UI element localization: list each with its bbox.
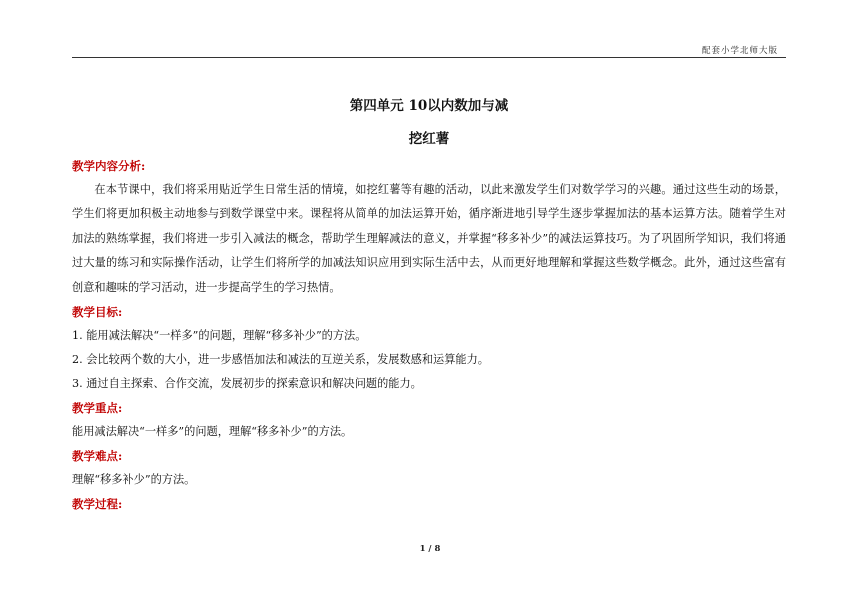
objective-item: 3. 通过自主探索、合作交流，发展初步的探索意识和解决问题的能力。 [72,377,422,391]
objective-item: 1. 能用减法解决“一样多”的问题，理解“移多补少”的方法。 [72,329,367,343]
document-body [72,94,786,516]
objectives-heading: 教学目标: [72,305,123,320]
key-points-heading: 教学重点: [72,401,123,416]
header-divider [72,57,786,58]
key-points-text: 能用减法解决“一样多”的问题，理解“移多补少”的方法。 [72,425,353,439]
content-analysis-heading: 教学内容分析: [72,159,146,173]
page-title: 第四单元 10以内数加与减 [349,98,509,114]
objective-item: 2. 会比较两个数的大小，进一步感悟加法和减法的互逆关系，发展数感和运算能力。 [72,353,489,367]
difficulties-heading: 教学难点: [72,449,123,464]
lesson-title: 挖红薯 [408,131,450,147]
process-heading: 教学过程: [72,497,123,512]
content-analysis-paragraph: 在本节课中，我们将采用贴近学生日常生活的情境，如挖红薯等有趣的活动，以此来激发学生们对数学学习的兴趣。通过这些生动的场景，学生们将更加积极主动地参与到数学课堂中来。课程将从简单的加法运算开始，循序渐进地引导学生逐步掌握加法的基本运算方法。随着学生对加法的熟练掌握，我们将进一步引入减法的概念，帮助学生理解减法的意义，并掌握“移多补少”的减法运算技巧。为了巩固所学知识，我们将通过大量的练习和实际操作活动，让学生们将所学的加减法知识应用到实际生活中去，从而更好地理解和掌握这些数学概念。此外，通过这些富有创意和趣味的学习活动，进一步提高学生的学习热情。 [72,183,786,294]
page-indicator: 1 / 8 [419,544,441,554]
series-label: 配套小学北师大版 [701,46,778,56]
difficulties-text: 理解“移多补少”的方法。 [72,473,196,487]
